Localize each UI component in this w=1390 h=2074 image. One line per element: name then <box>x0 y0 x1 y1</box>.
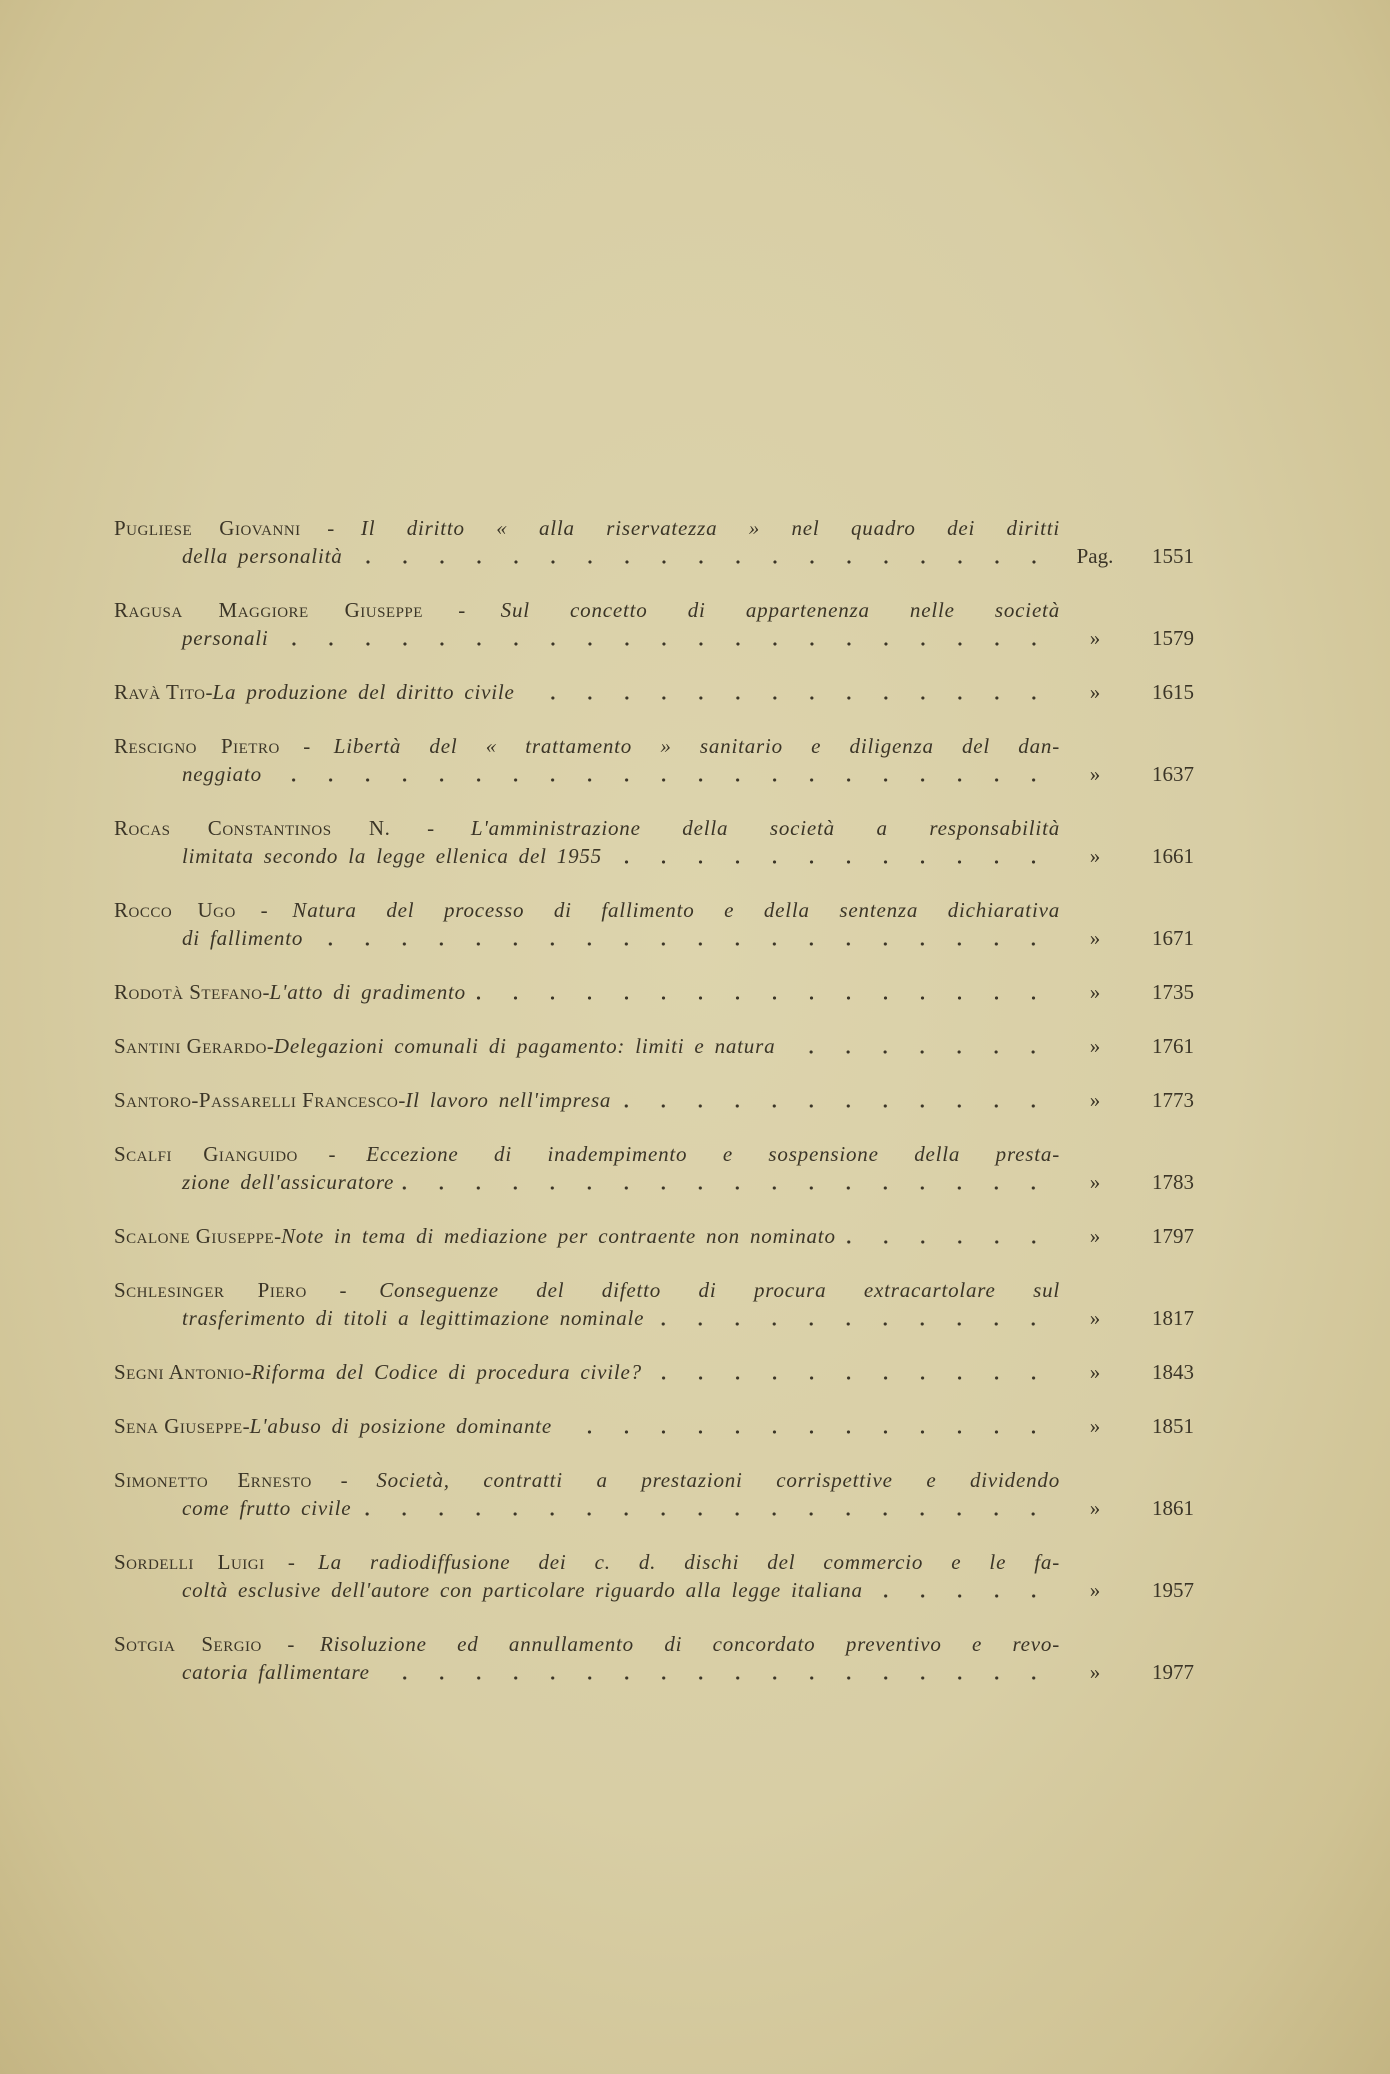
separator: - <box>262 980 270 1004</box>
toc-entry <box>114 732 1194 788</box>
separator: - <box>244 1360 252 1384</box>
page-marker: » <box>1089 1306 1101 1330</box>
dot-leader <box>351 559 1052 565</box>
dot-leader <box>650 1375 1052 1381</box>
dot-leader <box>560 1429 1052 1435</box>
entry-first-line <box>114 896 1060 924</box>
entry-heading <box>114 514 1060 542</box>
separator: - <box>390 816 471 840</box>
page-number: 1637 <box>1152 762 1194 786</box>
toc-entry <box>114 1140 1194 1196</box>
page-number: 1661 <box>1152 844 1194 868</box>
dot-leader <box>270 777 1052 783</box>
entry-continuation-line <box>114 924 1194 952</box>
dot-leader <box>311 941 1052 947</box>
toc-entry <box>114 1032 1194 1060</box>
toc-entry <box>114 1548 1194 1604</box>
dot-leader <box>610 859 1052 865</box>
page-marker: Pag. <box>1076 544 1114 568</box>
page-number: 1977 <box>1152 1660 1194 1684</box>
separator: - <box>422 598 501 622</box>
page-number: 1817 <box>1152 1306 1194 1330</box>
toc-entry <box>114 678 1194 706</box>
entry-line <box>114 1358 1194 1386</box>
page-marker: » <box>1089 1034 1101 1058</box>
dot-leader <box>652 1321 1052 1327</box>
entry-title: Conseguenze del difetto di procura extracartolare sul <box>379 1278 1061 1302</box>
entry-first-line <box>114 1276 1060 1304</box>
table-of-contents <box>114 514 1194 1712</box>
entry-continuation-line <box>114 624 1194 652</box>
toc-entry <box>114 1086 1194 1114</box>
dot-leader <box>359 1511 1052 1517</box>
entry-title-continued: come frutto civile <box>182 1496 352 1520</box>
entry-title-continued: catoria fallimentare <box>182 1660 370 1684</box>
dot-leader <box>402 1185 1052 1191</box>
separator: - <box>264 1550 319 1574</box>
author-name: Sotgia Sergio <box>114 1632 262 1656</box>
author-name: Scalone Giuseppe <box>114 1224 275 1248</box>
toc-entry <box>114 514 1194 570</box>
separator: - <box>297 1142 367 1166</box>
page-marker: » <box>1089 762 1101 786</box>
author-name: Rocco Ugo <box>114 898 236 922</box>
entry-line <box>114 978 1194 1006</box>
separator: - <box>242 1414 250 1438</box>
author-name: Sordelli Luigi <box>114 1550 265 1574</box>
entry-first-line <box>114 1548 1060 1576</box>
toc-entry <box>114 896 1194 952</box>
entry-continuation-line <box>114 1304 1194 1332</box>
entry-title: Società, contratti a prestazioni corrispettive e dividendo <box>376 1468 1060 1492</box>
entry-first-line <box>114 814 1060 842</box>
page-marker: » <box>1089 844 1101 868</box>
separator: - <box>266 1034 274 1058</box>
page-marker: » <box>1089 1224 1101 1248</box>
entry-heading <box>114 814 1060 842</box>
entry-title-continued: zione dell'assicuratore <box>182 1170 395 1194</box>
entry-title: Riforma del Codice di procedura civile? <box>251 1360 642 1384</box>
entry-title: L'atto di gradimento <box>269 980 466 1004</box>
entry-title: L'amministrazione della società a responsabilità <box>470 816 1061 840</box>
page-marker: » <box>1089 1088 1101 1112</box>
separator: - <box>311 1468 377 1492</box>
entry-heading <box>114 1140 1060 1168</box>
entry-title-continued: personali <box>182 626 269 650</box>
entry-heading <box>114 1276 1060 1304</box>
entry-title: L'abuso di posizione dominante <box>249 1414 553 1438</box>
entry-title-continued: coltà esclusive dell'autore con particolare riguardo alla legge italiana <box>182 1578 863 1602</box>
toc-entry <box>114 1466 1194 1522</box>
entry-first-line <box>114 596 1060 624</box>
page-number: 1783 <box>1152 1170 1194 1194</box>
entry-title: Il lavoro nell'impresa <box>405 1088 612 1112</box>
entry-title: La produzione del diritto civile <box>212 680 515 704</box>
page-marker: » <box>1089 1414 1101 1438</box>
entry-first-line <box>114 1140 1060 1168</box>
toc-entry <box>114 1276 1194 1332</box>
entry-continuation-line <box>114 542 1194 570</box>
entry-line <box>114 1086 1194 1114</box>
entry-continuation-line <box>114 1658 1194 1686</box>
separator: - <box>235 898 293 922</box>
entry-line <box>114 1412 1194 1440</box>
page-marker: » <box>1089 1578 1101 1602</box>
entry-heading <box>114 1548 1060 1576</box>
page-number: 1851 <box>1152 1414 1194 1438</box>
toc-entry <box>114 1358 1194 1386</box>
entry-line <box>114 678 1194 706</box>
page-number: 1773 <box>1152 1088 1194 1112</box>
entry-heading <box>114 1466 1060 1494</box>
author-name: Rescigno Pietro <box>114 734 280 758</box>
dot-leader <box>871 1593 1052 1599</box>
dot-leader <box>378 1675 1052 1681</box>
page-number: 1861 <box>1152 1496 1194 1520</box>
page-number: 1843 <box>1152 1360 1194 1384</box>
separator: - <box>300 516 361 540</box>
author-name: Santini Gerardo <box>114 1034 267 1058</box>
author-name: Pugliese Giovanni <box>114 516 301 540</box>
page-marker: » <box>1089 1660 1101 1684</box>
toc-entry <box>114 596 1194 652</box>
page-number: 1735 <box>1152 980 1194 1004</box>
entry-title: Natura del processo di fallimento e della sentenza dichiarativa <box>292 898 1060 922</box>
toc-entry <box>114 814 1194 870</box>
author-name: Sena Giuseppe <box>114 1414 243 1438</box>
page-marker: » <box>1089 626 1101 650</box>
entry-title-continued: di fallimento <box>182 926 304 950</box>
author-name: Scalfi Gianguido <box>114 1142 298 1166</box>
entry-title: Eccezione di inadempimento e sospensione della presta- <box>366 1142 1060 1166</box>
page-number: 1761 <box>1152 1034 1194 1058</box>
entry-heading <box>114 896 1060 924</box>
separator: - <box>279 734 334 758</box>
dot-leader <box>474 995 1052 1001</box>
author-name: Simonetto Ernesto <box>114 1468 312 1492</box>
entry-title: Risoluzione ed annullamento di concordato preventivo e revo- <box>319 1632 1060 1656</box>
entry-heading <box>114 1630 1060 1658</box>
page-number: 1579 <box>1152 626 1194 650</box>
author-name: Schlesinger Piero <box>114 1278 307 1302</box>
entry-title: La radiodiffusione dei c. d. dischi del commercio e le fa- <box>318 1550 1060 1574</box>
dot-leader <box>783 1049 1052 1055</box>
page-marker: » <box>1089 680 1101 704</box>
dot-leader <box>619 1103 1052 1109</box>
page-marker: » <box>1089 1360 1101 1384</box>
entry-line <box>114 1032 1194 1060</box>
toc-entry <box>114 1630 1194 1686</box>
toc-entry <box>114 978 1194 1006</box>
dot-leader <box>523 695 1052 701</box>
entry-first-line <box>114 514 1060 542</box>
dot-leader <box>277 641 1052 647</box>
author-name: Santoro-Passarelli Francesco <box>114 1088 399 1112</box>
toc-entry <box>114 1222 1194 1250</box>
entry-title-continued: trasferimento di titoli a legittimazione nominale <box>182 1306 645 1330</box>
entry-first-line <box>114 1630 1060 1658</box>
dot-leader <box>844 1239 1052 1245</box>
author-name: Ragusa Maggiore Giuseppe <box>114 598 423 622</box>
toc-entry <box>114 1412 1194 1440</box>
entry-first-line <box>114 1466 1060 1494</box>
entry-heading <box>114 596 1060 624</box>
page-number: 1797 <box>1152 1224 1194 1248</box>
entry-continuation-line <box>114 1576 1194 1604</box>
entry-first-line <box>114 732 1060 760</box>
page-marker: » <box>1089 980 1101 1004</box>
entry-title-continued: della personalità <box>182 544 343 568</box>
entry-line <box>114 1222 1194 1250</box>
entry-title: Sul concetto di appartenenza nelle società <box>500 598 1060 622</box>
page-number: 1615 <box>1152 680 1194 704</box>
entry-continuation-line <box>114 842 1194 870</box>
entry-title: Libertà del « trattamento » sanitario e diligenza del dan- <box>333 734 1060 758</box>
page-marker: » <box>1089 926 1101 950</box>
page-number: 1551 <box>1152 544 1194 568</box>
entry-continuation-line <box>114 1494 1194 1522</box>
entry-heading <box>114 732 1060 760</box>
page-marker: » <box>1089 1496 1101 1520</box>
entry-title-continued: neggiato <box>182 762 262 786</box>
page-marker: » <box>1089 1170 1101 1194</box>
separator: - <box>398 1088 406 1112</box>
separator: - <box>205 680 213 704</box>
author-name: Segni Antonio <box>114 1360 245 1384</box>
entry-title: Il diritto « alla riservatezza » nel quadro dei diritti <box>360 516 1060 540</box>
author-name: Ravà Tito <box>114 680 206 704</box>
page-number: 1671 <box>1152 926 1194 950</box>
entry-title-continued: limitata secondo la legge ellenica del 1955 <box>182 844 602 868</box>
separator: - <box>306 1278 380 1302</box>
author-name: Rocas Constantinos N. <box>114 816 391 840</box>
entry-title: Delegazioni comunali di pagamento: limiti e natura <box>273 1034 776 1058</box>
page-number: 1957 <box>1152 1578 1194 1602</box>
separator: - <box>261 1632 320 1656</box>
entry-title: Note in tema di mediazione per contraente non nominato <box>281 1224 836 1248</box>
entry-continuation-line <box>114 1168 1194 1196</box>
entry-continuation-line <box>114 760 1194 788</box>
author-name: Rodotà Stefano <box>114 980 263 1004</box>
separator: - <box>274 1224 282 1248</box>
